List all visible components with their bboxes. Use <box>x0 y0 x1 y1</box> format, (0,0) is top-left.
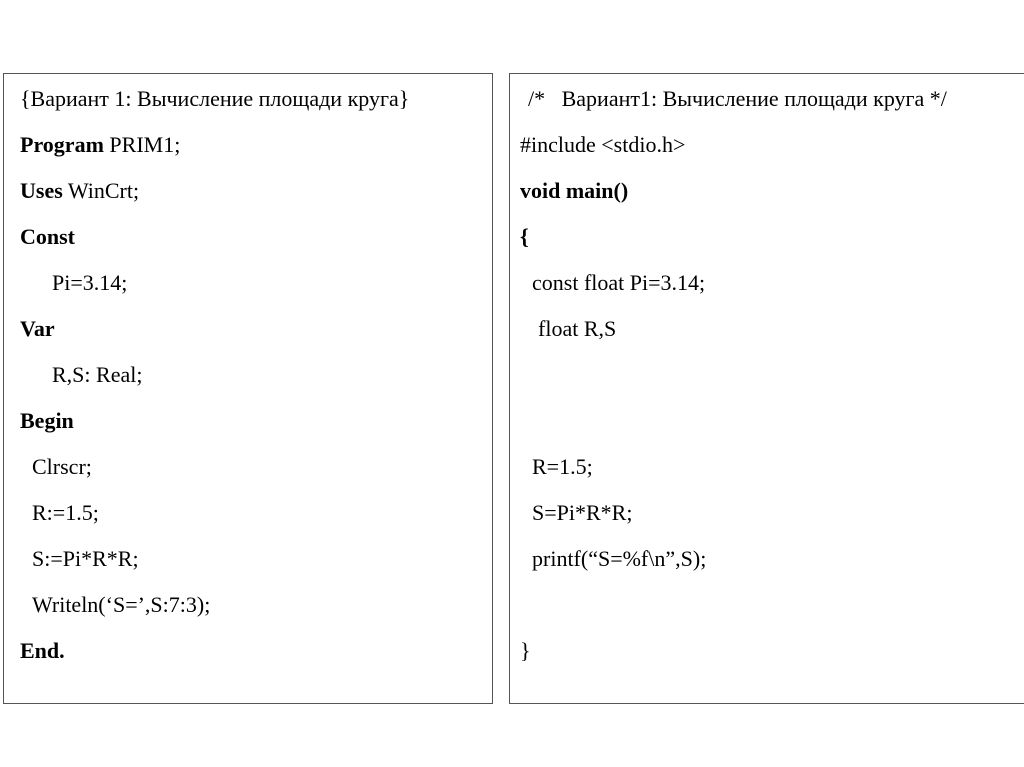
c-assign-r: R=1.5; <box>532 454 593 479</box>
c-comment: /* Вариант1: Вычисление площади круга */ <box>528 86 947 111</box>
var-declaration: R,S: Real; <box>52 362 143 387</box>
close-brace: } <box>520 638 531 663</box>
uses-keyword: Uses <box>20 178 63 203</box>
begin-keyword: Begin <box>20 408 74 433</box>
printf-statement: printf(“S=%f\n”,S); <box>532 546 707 571</box>
main-signature: void main() <box>520 178 629 203</box>
const-keyword: Const <box>20 224 76 249</box>
c-assign-s: S=Pi*R*R; <box>532 500 633 525</box>
pascal-assign-s: S:=Pi*R*R; <box>32 546 139 571</box>
c-code-panel <box>509 73 1024 704</box>
pascal-program-line <box>20 132 180 158</box>
end-keyword: End. <box>20 638 65 663</box>
pascal-code-panel <box>3 73 493 704</box>
const-float-declaration: const float Pi=3.14; <box>532 270 706 295</box>
pascal-assign-r: R:=1.5; <box>32 500 99 525</box>
program-name: PRIM1; <box>103 132 181 157</box>
program-keyword: Program <box>20 132 104 157</box>
clrscr-statement: Clrscr; <box>32 454 92 479</box>
pascal-comment: {Вариант 1: Вычисление площади круга} <box>20 86 410 111</box>
pi-declaration: Pi=3.14; <box>52 270 128 295</box>
float-declaration: float R,S <box>538 316 617 341</box>
include-directive: #include <stdio.h> <box>520 132 686 157</box>
var-keyword: Var <box>20 316 55 341</box>
open-brace: { <box>520 224 529 249</box>
uses-name: WinCrt; <box>62 178 140 203</box>
pascal-uses-line <box>20 178 139 204</box>
writeln-statement: Writeln(‘S=’,S:7:3); <box>32 592 211 617</box>
